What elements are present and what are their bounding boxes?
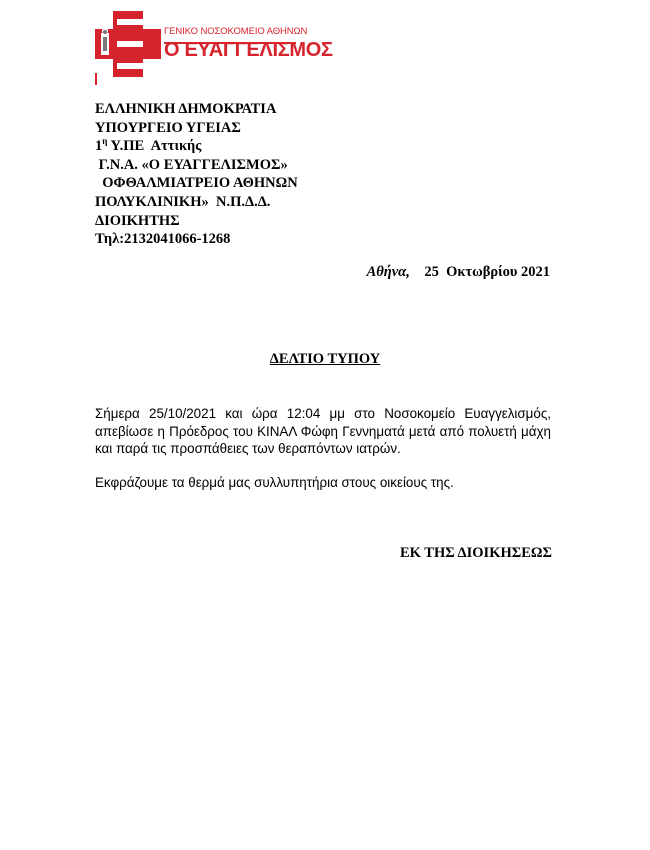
body-paragraph-1: Σήμερα 25/10/2021 και ώρα 12:04 μμ στο Νοσοκομείο Ευαγγελισμός, απεβίωσε η Πρόεδρος του ΚΙΝΑΛ Φώφη Γεννηματά μετά από πολυετή μάχη και παρά τις προσπάθειες των θεραπόντων ιατρών.: [95, 406, 551, 457]
date-city: Αθήνα,: [366, 264, 410, 280]
logo-tick-mark: [95, 73, 97, 85]
logo-title: Ο ΕΥΑΓΓΕΛΙΣΜΟΣ: [164, 39, 333, 61]
header-line-ministry: ΥΠΟΥΡΓΕΙΟ ΥΓΕΙΑΣ: [95, 119, 241, 136]
header-line-ophthalmic: ΟΦΘΑΛΜΙΑΤΡΕΙΟ ΑΘΗΝΩΝ: [95, 175, 298, 192]
logo-subtitle: ΓΕΝΙΚΟ ΝΟΣΟΚΟΜΕΙΟ ΑΘΗΝΩΝ: [164, 26, 308, 37]
hospital-logo: [95, 11, 333, 77]
header-line-director: ΔΙΟΙΚΗΤΗΣ: [95, 212, 180, 229]
header-line-region: $1^\eta$ Υ.ΠΕ Αττικής: [95, 136, 202, 155]
signoff: ΕΚ ΤΗΣ ΔΙΟΙΚΗΣΕΩΣ: [399, 545, 552, 561]
header-line-hospital: Γ.Ν.Α. «Ο ΕΥΑΓΓΕΛΙΣΜΟΣ»: [95, 156, 288, 173]
body-paragraph-2: Εκφράζουμε τα θερμά μας συλλυπητήρια στους οικείους της.: [95, 475, 454, 490]
hospital-cross-logo-icon: [95, 11, 161, 77]
header-line-republic: ΕΛΛΗΝΙΚΗ ΔΗΜΟΚΡΑΤΙΑ: [95, 101, 277, 117]
date-value: 25 Οκτωβρίου 2021: [409, 264, 550, 280]
sender-header: [95, 100, 515, 249]
header-line-polyclinic: ΠΟΛΥΚΛΙΝΙΚΗ» Ν.Π.Δ.Δ.: [95, 193, 271, 210]
page-title: ΔΕΛΤΙΟ ΤΥΠΟΥ: [269, 351, 381, 367]
header-line-phone: Τηλ:2132041066-1268: [95, 231, 231, 248]
document-date: [367, 264, 550, 281]
